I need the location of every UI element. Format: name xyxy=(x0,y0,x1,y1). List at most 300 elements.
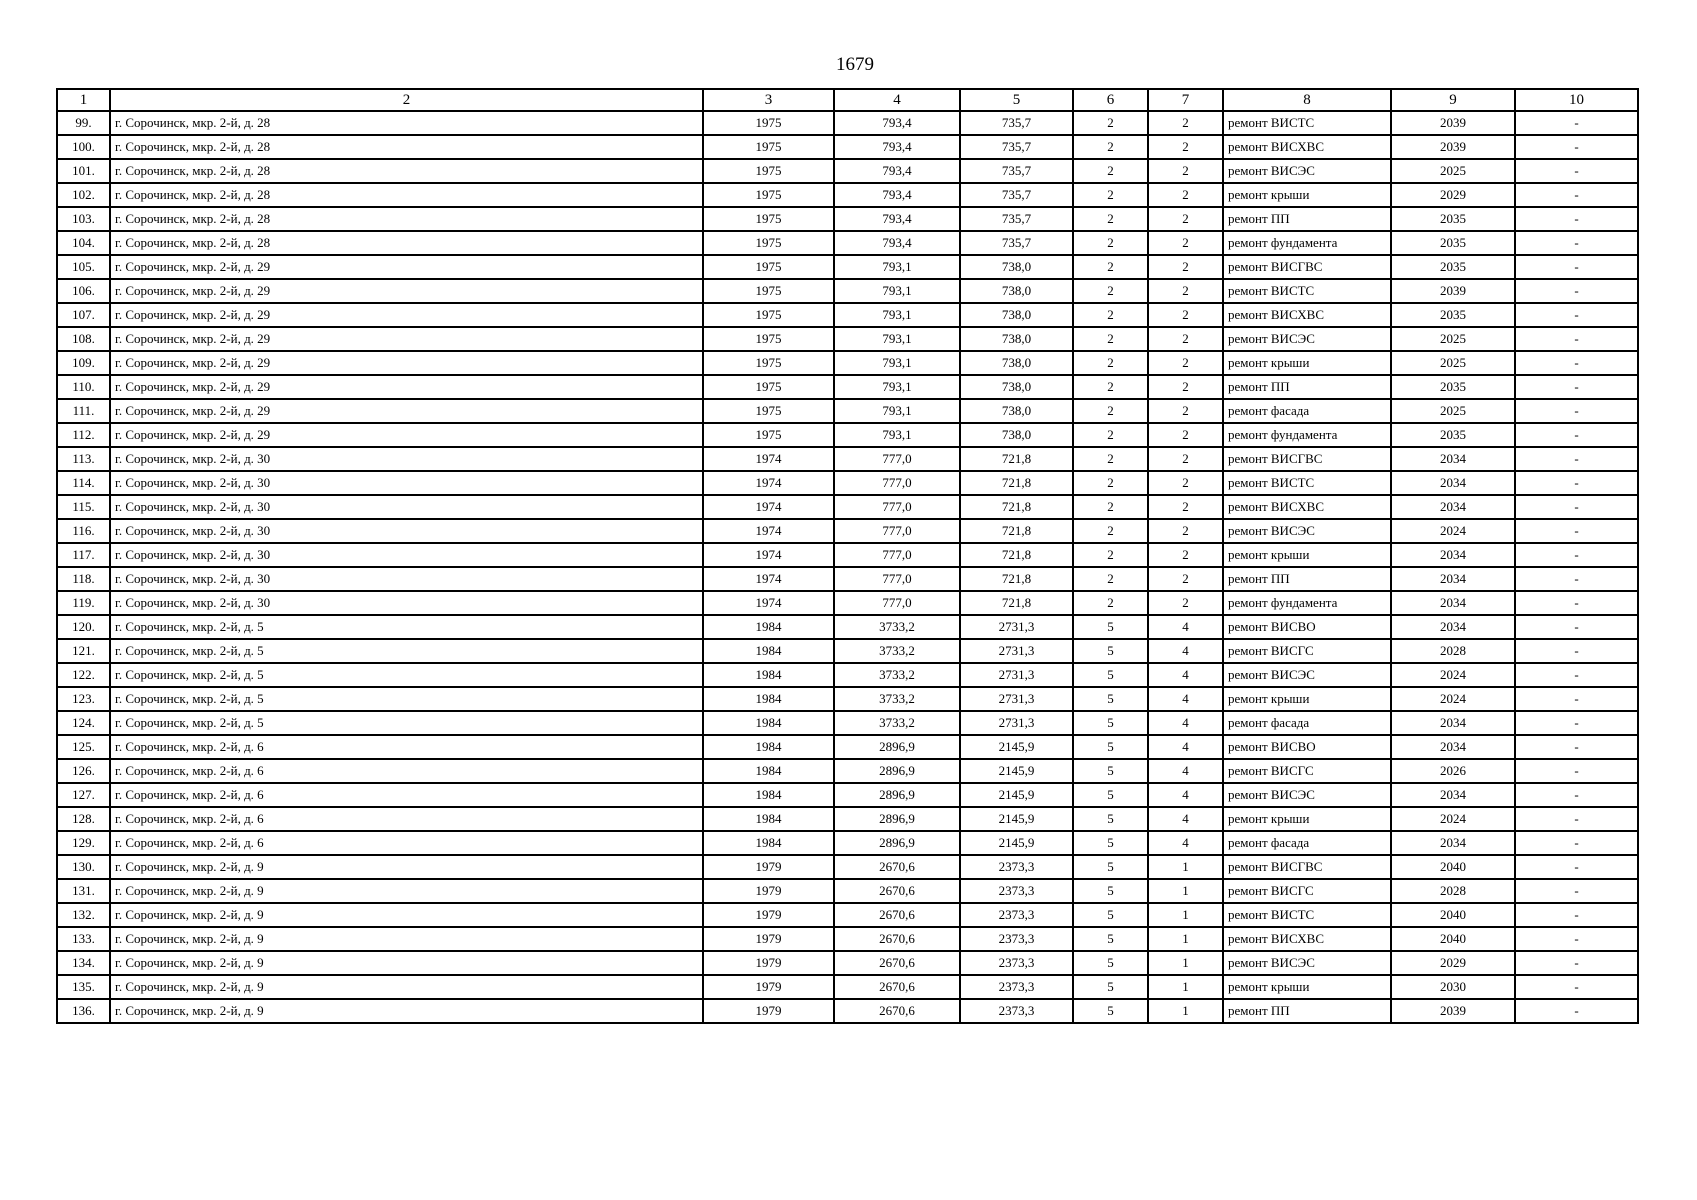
header-row xyxy=(57,89,1638,111)
cell-total-area: 3733,2 xyxy=(834,687,960,711)
cell-build-year: 1974 xyxy=(703,495,834,519)
cell-work-type: ремонт ВИСХВС xyxy=(1223,495,1391,519)
table-row xyxy=(57,687,1638,711)
cell-note: - xyxy=(1515,831,1638,855)
cell-address: г. Сорочинск, мкр. 2-й, д. 9 xyxy=(110,999,703,1023)
cell-floors: 2 xyxy=(1073,423,1148,447)
cell-note: - xyxy=(1515,159,1638,183)
table-row xyxy=(57,135,1638,159)
cell-build-year: 1974 xyxy=(703,471,834,495)
cell-address: г. Сорочинск, мкр. 2-й, д. 30 xyxy=(110,519,703,543)
cell-work-type: ремонт ВИСЭС xyxy=(1223,783,1391,807)
cell-total-area: 777,0 xyxy=(834,567,960,591)
cell-build-year: 1979 xyxy=(703,927,834,951)
cell-living-area: 738,0 xyxy=(960,399,1073,423)
cell-planned-year: 2034 xyxy=(1391,783,1515,807)
cell-total-area: 793,1 xyxy=(834,423,960,447)
cell-entrances: 4 xyxy=(1148,711,1223,735)
table-row xyxy=(57,543,1638,567)
cell-living-area: 2373,3 xyxy=(960,903,1073,927)
table-row xyxy=(57,879,1638,903)
cell-work-type: ремонт ВИСЭС xyxy=(1223,327,1391,351)
cell-address: г. Сорочинск, мкр. 2-й, д. 5 xyxy=(110,663,703,687)
cell-row-number: 119. xyxy=(57,591,110,615)
table-row xyxy=(57,807,1638,831)
cell-address: г. Сорочинск, мкр. 2-й, д. 29 xyxy=(110,351,703,375)
cell-row-number: 114. xyxy=(57,471,110,495)
cell-address: г. Сорочинск, мкр. 2-й, д. 29 xyxy=(110,423,703,447)
cell-note: - xyxy=(1515,471,1638,495)
cell-floors: 5 xyxy=(1073,639,1148,663)
cell-note: - xyxy=(1515,303,1638,327)
cell-row-number: 108. xyxy=(57,327,110,351)
cell-entrances: 2 xyxy=(1148,351,1223,375)
cell-address: г. Сорочинск, мкр. 2-й, д. 28 xyxy=(110,231,703,255)
cell-entrances: 2 xyxy=(1148,111,1223,135)
header-cell-3: 3 xyxy=(703,89,834,111)
cell-living-area: 721,8 xyxy=(960,471,1073,495)
cell-floors: 2 xyxy=(1073,543,1148,567)
table-row xyxy=(57,783,1638,807)
cell-living-area: 2145,9 xyxy=(960,783,1073,807)
cell-floors: 2 xyxy=(1073,567,1148,591)
cell-total-area: 2896,9 xyxy=(834,831,960,855)
cell-floors: 5 xyxy=(1073,759,1148,783)
cell-living-area: 2145,9 xyxy=(960,735,1073,759)
cell-build-year: 1975 xyxy=(703,207,834,231)
cell-floors: 5 xyxy=(1073,903,1148,927)
table-row xyxy=(57,951,1638,975)
cell-planned-year: 2025 xyxy=(1391,399,1515,423)
table-row xyxy=(57,519,1638,543)
cell-build-year: 1984 xyxy=(703,615,834,639)
cell-address: г. Сорочинск, мкр. 2-й, д. 9 xyxy=(110,855,703,879)
cell-work-type: ремонт ВИСГС xyxy=(1223,759,1391,783)
table-row xyxy=(57,759,1638,783)
cell-address: г. Сорочинск, мкр. 2-й, д. 30 xyxy=(110,495,703,519)
cell-floors: 5 xyxy=(1073,975,1148,999)
table-row xyxy=(57,423,1638,447)
cell-row-number: 99. xyxy=(57,111,110,135)
cell-address: г. Сорочинск, мкр. 2-й, д. 28 xyxy=(110,111,703,135)
cell-work-type: ремонт ВИСВО xyxy=(1223,615,1391,639)
table-row xyxy=(57,903,1638,927)
cell-living-area: 721,8 xyxy=(960,567,1073,591)
cell-address: г. Сорочинск, мкр. 2-й, д. 28 xyxy=(110,135,703,159)
table-row xyxy=(57,255,1638,279)
cell-build-year: 1984 xyxy=(703,663,834,687)
cell-entrances: 1 xyxy=(1148,999,1223,1023)
cell-living-area: 738,0 xyxy=(960,351,1073,375)
table-row xyxy=(57,279,1638,303)
cell-address: г. Сорочинск, мкр. 2-й, д. 30 xyxy=(110,447,703,471)
cell-living-area: 2373,3 xyxy=(960,927,1073,951)
cell-total-area: 777,0 xyxy=(834,447,960,471)
cell-build-year: 1974 xyxy=(703,591,834,615)
cell-planned-year: 2029 xyxy=(1391,951,1515,975)
cell-row-number: 106. xyxy=(57,279,110,303)
cell-living-area: 738,0 xyxy=(960,375,1073,399)
cell-planned-year: 2030 xyxy=(1391,975,1515,999)
header-cell-9: 9 xyxy=(1391,89,1515,111)
cell-entrances: 4 xyxy=(1148,687,1223,711)
cell-address: г. Сорочинск, мкр. 2-й, д. 9 xyxy=(110,951,703,975)
cell-row-number: 101. xyxy=(57,159,110,183)
cell-note: - xyxy=(1515,327,1638,351)
cell-entrances: 4 xyxy=(1148,783,1223,807)
cell-row-number: 135. xyxy=(57,975,110,999)
cell-entrances: 2 xyxy=(1148,399,1223,423)
header-cell-5: 5 xyxy=(960,89,1073,111)
cell-planned-year: 2040 xyxy=(1391,855,1515,879)
cell-work-type: ремонт ВИСЭС xyxy=(1223,519,1391,543)
cell-work-type: ремонт фасада xyxy=(1223,399,1391,423)
cell-note: - xyxy=(1515,375,1638,399)
cell-work-type: ремонт ВИСХВС xyxy=(1223,303,1391,327)
header-cell-1: 1 xyxy=(57,89,110,111)
cell-floors: 5 xyxy=(1073,735,1148,759)
cell-address: г. Сорочинск, мкр. 2-й, д. 6 xyxy=(110,831,703,855)
cell-note: - xyxy=(1515,663,1638,687)
cell-floors: 2 xyxy=(1073,351,1148,375)
cell-note: - xyxy=(1515,231,1638,255)
cell-note: - xyxy=(1515,111,1638,135)
cell-entrances: 4 xyxy=(1148,831,1223,855)
cell-living-area: 2145,9 xyxy=(960,759,1073,783)
header-cell-7: 7 xyxy=(1148,89,1223,111)
cell-row-number: 107. xyxy=(57,303,110,327)
cell-living-area: 738,0 xyxy=(960,327,1073,351)
cell-build-year: 1975 xyxy=(703,111,834,135)
table-body xyxy=(57,111,1638,1023)
cell-planned-year: 2035 xyxy=(1391,423,1515,447)
cell-entrances: 2 xyxy=(1148,591,1223,615)
cell-build-year: 1974 xyxy=(703,519,834,543)
cell-work-type: ремонт ВИСТС xyxy=(1223,111,1391,135)
cell-total-area: 777,0 xyxy=(834,519,960,543)
table-row xyxy=(57,855,1638,879)
cell-floors: 2 xyxy=(1073,327,1148,351)
cell-total-area: 3733,2 xyxy=(834,663,960,687)
cell-living-area: 721,8 xyxy=(960,495,1073,519)
cell-living-area: 721,8 xyxy=(960,447,1073,471)
table-row xyxy=(57,471,1638,495)
cell-work-type: ремонт крыши xyxy=(1223,543,1391,567)
cell-living-area: 735,7 xyxy=(960,207,1073,231)
table-row xyxy=(57,663,1638,687)
cell-build-year: 1979 xyxy=(703,975,834,999)
cell-address: г. Сорочинск, мкр. 2-й, д. 29 xyxy=(110,255,703,279)
cell-address: г. Сорочинск, мкр. 2-й, д. 29 xyxy=(110,327,703,351)
cell-total-area: 2896,9 xyxy=(834,807,960,831)
cell-row-number: 116. xyxy=(57,519,110,543)
cell-note: - xyxy=(1515,999,1638,1023)
cell-planned-year: 2024 xyxy=(1391,663,1515,687)
table-row xyxy=(57,615,1638,639)
cell-planned-year: 2034 xyxy=(1391,591,1515,615)
cell-entrances: 2 xyxy=(1148,471,1223,495)
cell-planned-year: 2028 xyxy=(1391,639,1515,663)
cell-planned-year: 2034 xyxy=(1391,735,1515,759)
cell-planned-year: 2029 xyxy=(1391,183,1515,207)
cell-work-type: ремонт крыши xyxy=(1223,807,1391,831)
cell-row-number: 132. xyxy=(57,903,110,927)
cell-address: г. Сорочинск, мкр. 2-й, д. 30 xyxy=(110,543,703,567)
cell-floors: 2 xyxy=(1073,471,1148,495)
cell-note: - xyxy=(1515,711,1638,735)
cell-entrances: 1 xyxy=(1148,855,1223,879)
cell-row-number: 123. xyxy=(57,687,110,711)
cell-row-number: 121. xyxy=(57,639,110,663)
cell-living-area: 735,7 xyxy=(960,183,1073,207)
cell-total-area: 793,4 xyxy=(834,135,960,159)
cell-build-year: 1979 xyxy=(703,999,834,1023)
cell-planned-year: 2025 xyxy=(1391,159,1515,183)
cell-floors: 2 xyxy=(1073,519,1148,543)
cell-row-number: 112. xyxy=(57,423,110,447)
cell-note: - xyxy=(1515,807,1638,831)
table-row xyxy=(57,711,1638,735)
cell-planned-year: 2039 xyxy=(1391,135,1515,159)
cell-build-year: 1975 xyxy=(703,399,834,423)
cell-total-area: 3733,2 xyxy=(834,639,960,663)
cell-floors: 2 xyxy=(1073,159,1148,183)
cell-row-number: 105. xyxy=(57,255,110,279)
cell-total-area: 777,0 xyxy=(834,543,960,567)
cell-entrances: 4 xyxy=(1148,615,1223,639)
cell-row-number: 103. xyxy=(57,207,110,231)
cell-living-area: 735,7 xyxy=(960,231,1073,255)
cell-living-area: 735,7 xyxy=(960,159,1073,183)
cell-planned-year: 2024 xyxy=(1391,687,1515,711)
cell-work-type: ремонт ПП xyxy=(1223,375,1391,399)
cell-total-area: 793,4 xyxy=(834,111,960,135)
header-cell-4: 4 xyxy=(834,89,960,111)
cell-row-number: 133. xyxy=(57,927,110,951)
table-row xyxy=(57,399,1638,423)
cell-total-area: 3733,2 xyxy=(834,711,960,735)
cell-note: - xyxy=(1515,639,1638,663)
table-row xyxy=(57,231,1638,255)
cell-note: - xyxy=(1515,135,1638,159)
cell-row-number: 130. xyxy=(57,855,110,879)
header-cell-8: 8 xyxy=(1223,89,1391,111)
cell-build-year: 1984 xyxy=(703,711,834,735)
table-row xyxy=(57,351,1638,375)
cell-build-year: 1975 xyxy=(703,303,834,327)
cell-build-year: 1975 xyxy=(703,327,834,351)
cell-living-area: 738,0 xyxy=(960,279,1073,303)
cell-build-year: 1975 xyxy=(703,279,834,303)
cell-entrances: 1 xyxy=(1148,975,1223,999)
cell-row-number: 128. xyxy=(57,807,110,831)
cell-work-type: ремонт фундамента xyxy=(1223,231,1391,255)
cell-planned-year: 2034 xyxy=(1391,447,1515,471)
cell-entrances: 2 xyxy=(1148,543,1223,567)
cell-build-year: 1979 xyxy=(703,855,834,879)
cell-address: г. Сорочинск, мкр. 2-й, д. 9 xyxy=(110,975,703,999)
cell-planned-year: 2024 xyxy=(1391,519,1515,543)
cell-living-area: 2373,3 xyxy=(960,855,1073,879)
cell-planned-year: 2034 xyxy=(1391,495,1515,519)
cell-living-area: 2731,3 xyxy=(960,615,1073,639)
cell-build-year: 1984 xyxy=(703,735,834,759)
cell-floors: 5 xyxy=(1073,855,1148,879)
table-row xyxy=(57,831,1638,855)
cell-total-area: 793,1 xyxy=(834,255,960,279)
cell-work-type: ремонт ВИСТС xyxy=(1223,279,1391,303)
cell-total-area: 793,1 xyxy=(834,399,960,423)
cell-row-number: 127. xyxy=(57,783,110,807)
cell-planned-year: 2034 xyxy=(1391,711,1515,735)
cell-row-number: 136. xyxy=(57,999,110,1023)
cell-planned-year: 2035 xyxy=(1391,303,1515,327)
cell-floors: 5 xyxy=(1073,879,1148,903)
table-row xyxy=(57,207,1638,231)
cell-row-number: 109. xyxy=(57,351,110,375)
cell-total-area: 2670,6 xyxy=(834,903,960,927)
cell-note: - xyxy=(1515,591,1638,615)
cell-entrances: 1 xyxy=(1148,927,1223,951)
cell-row-number: 122. xyxy=(57,663,110,687)
cell-floors: 2 xyxy=(1073,303,1148,327)
cell-row-number: 110. xyxy=(57,375,110,399)
cell-row-number: 131. xyxy=(57,879,110,903)
cell-living-area: 2731,3 xyxy=(960,639,1073,663)
cell-build-year: 1974 xyxy=(703,543,834,567)
cell-living-area: 2373,3 xyxy=(960,951,1073,975)
cell-build-year: 1975 xyxy=(703,351,834,375)
cell-build-year: 1984 xyxy=(703,831,834,855)
cell-address: г. Сорочинск, мкр. 2-й, д. 5 xyxy=(110,639,703,663)
cell-planned-year: 2035 xyxy=(1391,207,1515,231)
header-cell-2: 2 xyxy=(110,89,703,111)
cell-total-area: 2670,6 xyxy=(834,999,960,1023)
cell-work-type: ремонт фасада xyxy=(1223,711,1391,735)
cell-work-type: ремонт ВИСЭС xyxy=(1223,951,1391,975)
cell-total-area: 793,1 xyxy=(834,375,960,399)
cell-note: - xyxy=(1515,351,1638,375)
cell-build-year: 1984 xyxy=(703,687,834,711)
cell-total-area: 2896,9 xyxy=(834,759,960,783)
cell-address: г. Сорочинск, мкр. 2-й, д. 28 xyxy=(110,183,703,207)
cell-floors: 5 xyxy=(1073,783,1148,807)
cell-planned-year: 2025 xyxy=(1391,351,1515,375)
cell-entrances: 2 xyxy=(1148,375,1223,399)
cell-work-type: ремонт ВИСЭС xyxy=(1223,159,1391,183)
cell-note: - xyxy=(1515,183,1638,207)
cell-living-area: 735,7 xyxy=(960,135,1073,159)
cell-living-area: 2373,3 xyxy=(960,975,1073,999)
cell-work-type: ремонт фасада xyxy=(1223,831,1391,855)
cell-floors: 2 xyxy=(1073,591,1148,615)
cell-work-type: ремонт ВИСТС xyxy=(1223,471,1391,495)
cell-living-area: 2373,3 xyxy=(960,879,1073,903)
cell-build-year: 1984 xyxy=(703,783,834,807)
header-cell-10: 10 xyxy=(1515,89,1638,111)
cell-floors: 2 xyxy=(1073,111,1148,135)
cell-floors: 5 xyxy=(1073,999,1148,1023)
cell-total-area: 777,0 xyxy=(834,471,960,495)
cell-total-area: 777,0 xyxy=(834,495,960,519)
cell-note: - xyxy=(1515,951,1638,975)
cell-build-year: 1975 xyxy=(703,423,834,447)
cell-address: г. Сорочинск, мкр. 2-й, д. 6 xyxy=(110,735,703,759)
cell-build-year: 1979 xyxy=(703,879,834,903)
cell-entrances: 1 xyxy=(1148,879,1223,903)
cell-living-area: 738,0 xyxy=(960,303,1073,327)
cell-total-area: 3733,2 xyxy=(834,615,960,639)
cell-note: - xyxy=(1515,879,1638,903)
cell-work-type: ремонт крыши xyxy=(1223,687,1391,711)
cell-address: г. Сорочинск, мкр. 2-й, д. 28 xyxy=(110,207,703,231)
cell-work-type: ремонт ВИСГВС xyxy=(1223,855,1391,879)
cell-living-area: 735,7 xyxy=(960,111,1073,135)
cell-planned-year: 2024 xyxy=(1391,807,1515,831)
cell-floors: 2 xyxy=(1073,447,1148,471)
cell-note: - xyxy=(1515,255,1638,279)
cell-total-area: 777,0 xyxy=(834,591,960,615)
cell-planned-year: 2035 xyxy=(1391,255,1515,279)
cell-work-type: ремонт крыши xyxy=(1223,351,1391,375)
cell-total-area: 2670,6 xyxy=(834,951,960,975)
cell-floors: 2 xyxy=(1073,375,1148,399)
table-row xyxy=(57,567,1638,591)
cell-floors: 5 xyxy=(1073,951,1148,975)
cell-address: г. Сорочинск, мкр. 2-й, д. 29 xyxy=(110,279,703,303)
cell-note: - xyxy=(1515,567,1638,591)
table-row xyxy=(57,975,1638,999)
cell-build-year: 1975 xyxy=(703,135,834,159)
cell-note: - xyxy=(1515,495,1638,519)
cell-row-number: 113. xyxy=(57,447,110,471)
cell-entrances: 2 xyxy=(1148,135,1223,159)
cell-living-area: 721,8 xyxy=(960,543,1073,567)
cell-planned-year: 2039 xyxy=(1391,111,1515,135)
cell-build-year: 1979 xyxy=(703,903,834,927)
cell-work-type: ремонт ПП xyxy=(1223,207,1391,231)
table-row xyxy=(57,303,1638,327)
cell-planned-year: 2039 xyxy=(1391,279,1515,303)
cell-entrances: 2 xyxy=(1148,447,1223,471)
cell-planned-year: 2034 xyxy=(1391,831,1515,855)
cell-planned-year: 2040 xyxy=(1391,903,1515,927)
cell-address: г. Сорочинск, мкр. 2-й, д. 28 xyxy=(110,159,703,183)
table-row xyxy=(57,375,1638,399)
cell-note: - xyxy=(1515,543,1638,567)
cell-note: - xyxy=(1515,279,1638,303)
cell-row-number: 111. xyxy=(57,399,110,423)
cell-floors: 5 xyxy=(1073,831,1148,855)
cell-row-number: 129. xyxy=(57,831,110,855)
cell-floors: 5 xyxy=(1073,687,1148,711)
cell-entrances: 4 xyxy=(1148,639,1223,663)
cell-floors: 2 xyxy=(1073,399,1148,423)
cell-work-type: ремонт ВИСХВС xyxy=(1223,927,1391,951)
cell-total-area: 793,4 xyxy=(834,231,960,255)
cell-total-area: 793,1 xyxy=(834,279,960,303)
cell-address: г. Сорочинск, мкр. 2-й, д. 30 xyxy=(110,567,703,591)
cell-living-area: 2731,3 xyxy=(960,663,1073,687)
cell-living-area: 2145,9 xyxy=(960,807,1073,831)
table-row xyxy=(57,183,1638,207)
cell-total-area: 2896,9 xyxy=(834,735,960,759)
cell-planned-year: 2028 xyxy=(1391,879,1515,903)
cell-note: - xyxy=(1515,447,1638,471)
table-row xyxy=(57,591,1638,615)
cell-living-area: 721,8 xyxy=(960,519,1073,543)
cell-work-type: ремонт фундамента xyxy=(1223,591,1391,615)
